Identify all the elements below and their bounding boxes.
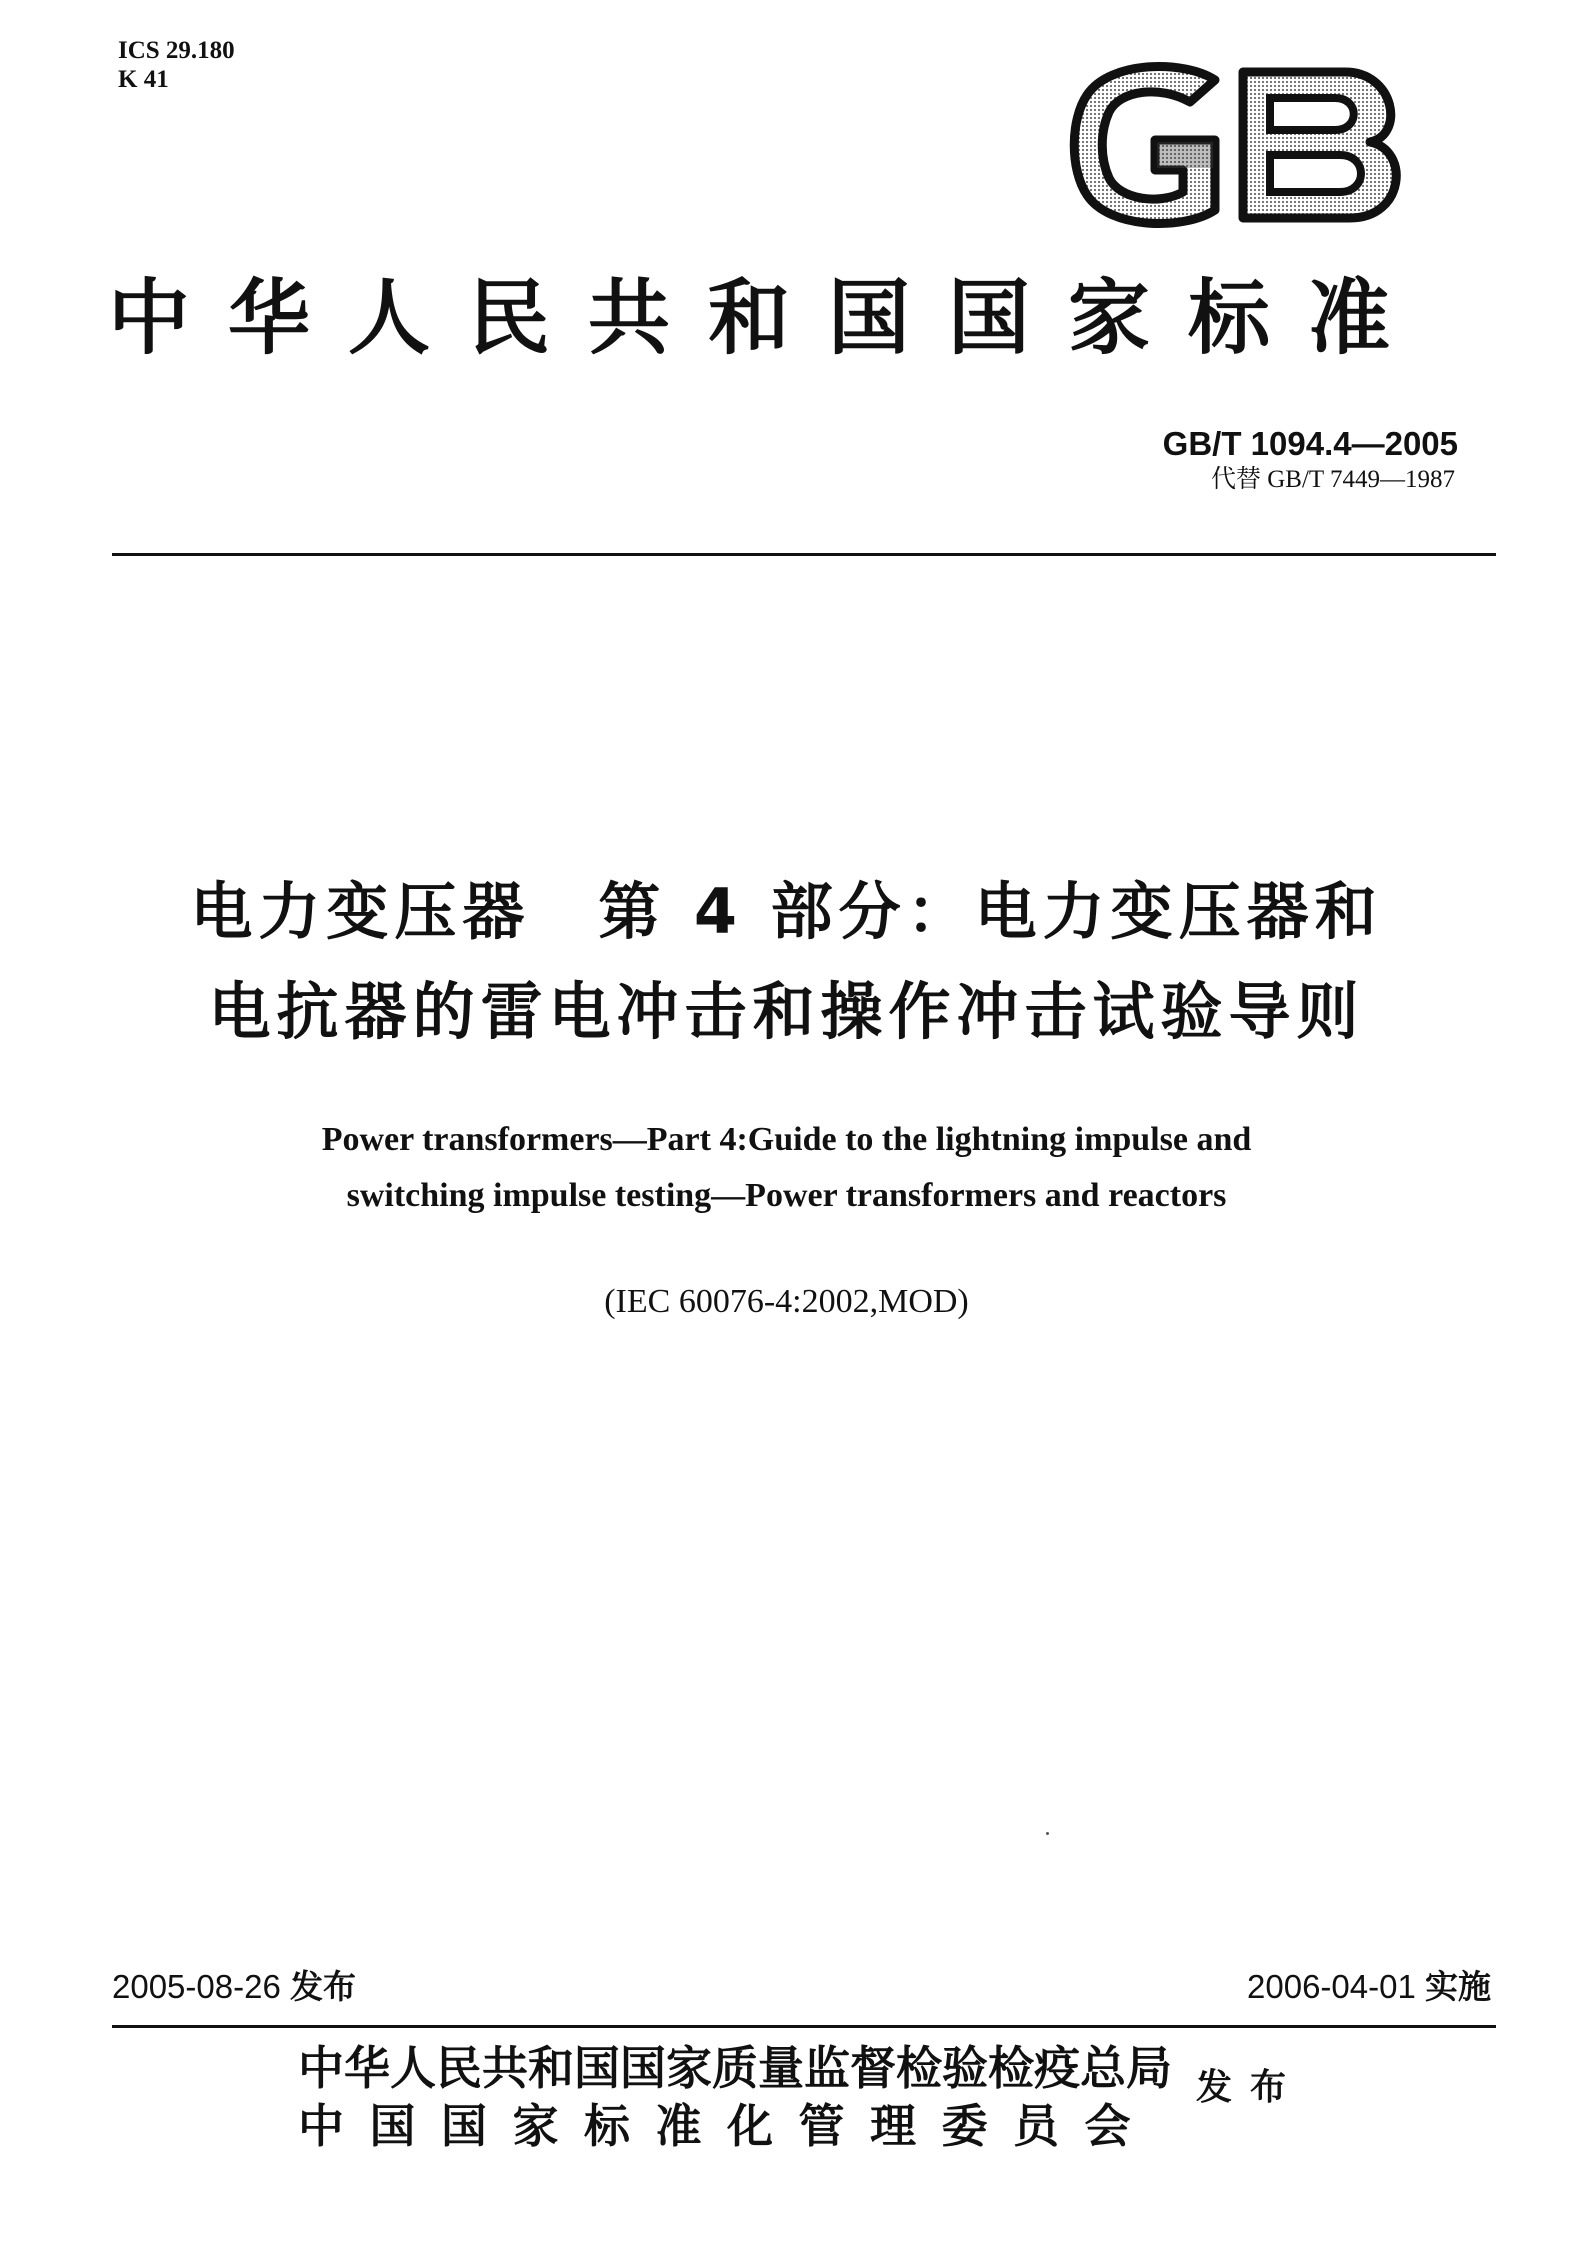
title-english-line-2: switching impulse testing—Power transformers and reactors [346, 1177, 1227, 1214]
issuer-line-1: 中华人民共和国国家质量监督检验检疫总局 [298, 2041, 1172, 2095]
adoption-note: (IEC 60076-4:2002,MOD) [604, 1283, 969, 1320]
issuer-line-2: 中国国家标准化管理委员会 [298, 2099, 1156, 2153]
implement-date: 2006-04-01 [1247, 1968, 1416, 2005]
issue-label: 发布 [289, 1967, 356, 2006]
issue-date: 2005-08-26 [112, 1968, 281, 2005]
bottom-divider [112, 2025, 1496, 2028]
title-english-line-1: Power transformers—Part 4:Guide to the lightning impulse and [321, 1121, 1252, 1158]
title-chinese-line-1: 电力变压器 第 4 部分：电力变压器和 [190, 875, 1383, 948]
implement-label: 实施 [1425, 1967, 1491, 2006]
top-divider [112, 553, 1496, 556]
ics-code: ICS 29.180 [118, 37, 235, 64]
ccs-code: K 41 [118, 66, 169, 93]
scan-speck [1046, 1832, 1049, 1835]
standard-number: GB/T 1094.4—2005 [1162, 425, 1458, 462]
gb-logo-text: GB [1065, 60, 1067, 61]
standard-type-heading: 中华人民共和国国家标准 [108, 270, 1429, 366]
replaces-standard: 代替 GB/T 7449—1987 [1211, 466, 1455, 493]
implement-date-block [1247, 1966, 1491, 2008]
issue-date-block [112, 1966, 356, 2008]
publish-label: 发布 [1196, 2067, 1305, 2108]
gb-logo [1065, 60, 1415, 230]
title-chinese-line-2: 电抗器的雷电冲击和操作冲击试验导则 [208, 975, 1365, 1048]
